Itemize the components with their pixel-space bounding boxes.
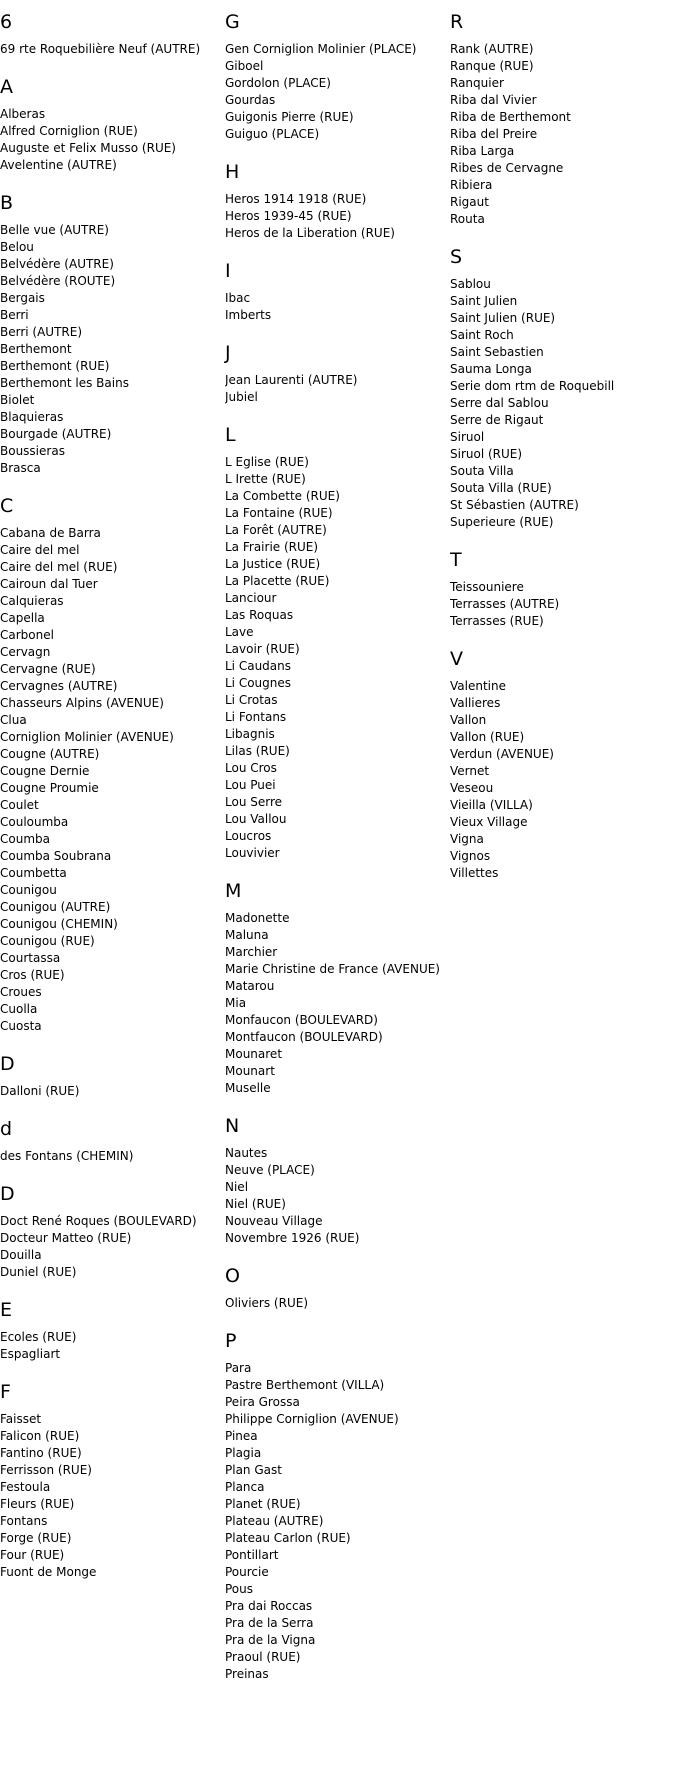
street-item: Valentine bbox=[450, 679, 506, 693]
letter-heading: S bbox=[450, 246, 463, 268]
street-item: Souta Villa (RUE) bbox=[450, 481, 552, 495]
street-item: Vallon bbox=[450, 713, 487, 727]
street-item: Belvédère (ROUTE) bbox=[0, 274, 116, 288]
index-column-3 bbox=[450, 0, 675, 900]
street-item: Plateau Carlon (RUE) bbox=[225, 1531, 351, 1545]
street-item: des Fontans (CHEMIN) bbox=[0, 1149, 134, 1163]
street-list bbox=[225, 372, 447, 406]
street-item: Libagnis bbox=[225, 727, 275, 741]
street-item: Pourcie bbox=[225, 1565, 269, 1579]
letter-section bbox=[225, 1115, 447, 1247]
street-item: Belou bbox=[0, 240, 34, 254]
letter-heading: H bbox=[225, 161, 240, 183]
street-item: Ranque (RUE) bbox=[450, 59, 534, 73]
letter-heading: A bbox=[0, 76, 13, 98]
letter-heading: J bbox=[225, 342, 231, 364]
street-item: Riba de Berthemont bbox=[450, 110, 571, 124]
street-item: Villettes bbox=[450, 866, 499, 880]
street-item: Li Cougnes bbox=[225, 676, 292, 690]
street-item: Novembre 1926 (RUE) bbox=[225, 1231, 360, 1245]
letter-heading: G bbox=[225, 11, 240, 33]
letter-section bbox=[0, 1381, 222, 1581]
street-item: Cros (RUE) bbox=[0, 968, 65, 982]
letter-heading: N bbox=[225, 1115, 240, 1137]
street-item: Ranquier bbox=[450, 76, 504, 90]
street-item: Fleurs (RUE) bbox=[0, 1497, 75, 1511]
street-item: Pontillart bbox=[225, 1548, 279, 1562]
street-item: Douilla bbox=[0, 1248, 42, 1262]
street-item: Alberas bbox=[0, 107, 46, 121]
street-item: Festoula bbox=[0, 1480, 51, 1494]
street-item: Plateau (AUTRE) bbox=[225, 1514, 324, 1528]
street-item: Fuont de Monge bbox=[0, 1565, 97, 1579]
street-item: Niel bbox=[225, 1180, 249, 1194]
street-list bbox=[0, 1083, 222, 1100]
index-column-2 bbox=[225, 0, 447, 1701]
street-item: Cervagn bbox=[0, 645, 51, 659]
street-item: Riba Larga bbox=[450, 144, 515, 158]
street-item: Li Caudans bbox=[225, 659, 291, 673]
street-item: Vigna bbox=[450, 832, 484, 846]
street-item: Lou Puei bbox=[225, 778, 276, 792]
street-item: Brasca bbox=[0, 461, 41, 475]
street-item: Veseou bbox=[450, 781, 494, 795]
street-item: Pinea bbox=[225, 1429, 258, 1443]
street-list bbox=[225, 454, 447, 862]
street-item: Cougne Dernie bbox=[0, 764, 90, 778]
street-item: Vieux Village bbox=[450, 815, 528, 829]
street-item: Dalloni (RUE) bbox=[0, 1084, 80, 1098]
street-item: Plagia bbox=[225, 1446, 262, 1460]
street-item: Berthemont (RUE) bbox=[0, 359, 110, 373]
street-item: Calquieras bbox=[0, 594, 64, 608]
street-list bbox=[0, 1329, 222, 1363]
street-item: Peira Grossa bbox=[225, 1395, 300, 1409]
street-item: Alfred Corniglion (RUE) bbox=[0, 124, 138, 138]
street-item: Berthemont les Bains bbox=[0, 376, 129, 390]
street-item: Duniel (RUE) bbox=[0, 1265, 77, 1279]
street-item: Plan Gast bbox=[225, 1463, 282, 1477]
street-item: Caire del mel (RUE) bbox=[0, 560, 118, 574]
street-item: Philippe Corniglion (AVENUE) bbox=[225, 1412, 399, 1426]
street-item: Li Fontans bbox=[225, 710, 287, 724]
street-item: Vignos bbox=[450, 849, 491, 863]
street-item: Counigou (AUTRE) bbox=[0, 900, 111, 914]
street-item: Biolet bbox=[0, 393, 35, 407]
street-item: Cairoun dal Tuer bbox=[0, 577, 98, 591]
street-item: Cabana de Barra bbox=[0, 526, 101, 540]
street-item: Riba dal Vivier bbox=[450, 93, 537, 107]
street-list bbox=[225, 1360, 447, 1683]
letter-heading: d bbox=[0, 1118, 13, 1140]
street-item: Belle vue (AUTRE) bbox=[0, 223, 109, 237]
street-item: Verdun (AVENUE) bbox=[450, 747, 554, 761]
letter-section bbox=[0, 11, 222, 58]
street-item: Nouveau Village bbox=[225, 1214, 323, 1228]
street-item: Cougne (AUTRE) bbox=[0, 747, 100, 761]
letter-section bbox=[225, 260, 447, 324]
letter-heading: O bbox=[225, 1265, 240, 1287]
letter-section bbox=[225, 424, 447, 862]
street-item: Blaquieras bbox=[0, 410, 64, 424]
street-item: Mia bbox=[225, 996, 247, 1010]
street-item: Gen Corniglion Molinier (PLACE) bbox=[225, 42, 417, 56]
letter-section bbox=[225, 161, 447, 242]
street-item: Coulet bbox=[0, 798, 39, 812]
street-item: Lave bbox=[225, 625, 254, 639]
street-item: Lanciour bbox=[225, 591, 277, 605]
letter-section bbox=[450, 549, 675, 630]
letter-section bbox=[0, 76, 222, 174]
letter-section bbox=[0, 1183, 222, 1281]
letter-section bbox=[225, 1265, 447, 1312]
street-list bbox=[0, 1213, 222, 1281]
letter-section bbox=[450, 648, 675, 882]
street-list bbox=[0, 525, 222, 1035]
letter-heading: 6 bbox=[0, 11, 13, 33]
street-item: Fontans bbox=[0, 1514, 48, 1528]
letter-heading: I bbox=[225, 260, 231, 282]
street-item: Auguste et Felix Musso (RUE) bbox=[0, 141, 176, 155]
street-list bbox=[0, 106, 222, 174]
street-item: Four (RUE) bbox=[0, 1548, 65, 1562]
street-item: Heros 1939-45 (RUE) bbox=[225, 209, 352, 223]
street-item: Saint Julien bbox=[450, 294, 518, 308]
street-item: Imberts bbox=[225, 308, 272, 322]
letter-section bbox=[0, 1053, 222, 1100]
street-item: Montfaucon (BOULEVARD) bbox=[225, 1030, 383, 1044]
street-item: Falicon (RUE) bbox=[0, 1429, 80, 1443]
street-item: L Eglise (RUE) bbox=[225, 455, 309, 469]
street-item: Siruol bbox=[450, 430, 485, 444]
letter-section bbox=[450, 11, 675, 228]
street-item: Heros de la Liberation (RUE) bbox=[225, 226, 395, 240]
street-list bbox=[225, 910, 447, 1097]
street-item: Gourdas bbox=[225, 93, 276, 107]
street-item: Cougne Proumie bbox=[0, 781, 99, 795]
street-item: Avelentine (AUTRE) bbox=[0, 158, 117, 172]
street-item: La Justice (RUE) bbox=[225, 557, 321, 571]
street-item: Ferrisson (RUE) bbox=[0, 1463, 92, 1477]
street-item: Vallon (RUE) bbox=[450, 730, 525, 744]
street-item: Caire del mel bbox=[0, 543, 80, 557]
street-item: Monfaucon (BOULEVARD) bbox=[225, 1013, 378, 1027]
street-list bbox=[225, 1295, 447, 1312]
index-column-1 bbox=[0, 0, 222, 1599]
letter-section bbox=[225, 11, 447, 143]
street-item: Superieure (RUE) bbox=[450, 515, 554, 529]
street-item: 69 rte Roquebilière Neuf (AUTRE) bbox=[0, 42, 201, 56]
street-item: Las Roquas bbox=[225, 608, 294, 622]
street-item: Corniglion Molinier (AVENUE) bbox=[0, 730, 174, 744]
letter-heading: C bbox=[0, 495, 14, 517]
street-item: Cervagne (RUE) bbox=[0, 662, 96, 676]
street-item: Espagliart bbox=[0, 1347, 61, 1361]
street-item: Jubiel bbox=[225, 390, 258, 404]
street-item: Madonette bbox=[225, 911, 290, 925]
street-item: Bergais bbox=[0, 291, 45, 305]
street-item: La Frairie (RUE) bbox=[225, 540, 319, 554]
street-list bbox=[450, 579, 675, 630]
street-list bbox=[0, 1411, 222, 1581]
street-item: Rigaut bbox=[450, 195, 489, 209]
street-item: Louvivier bbox=[225, 846, 280, 860]
street-list bbox=[450, 678, 675, 882]
street-list bbox=[225, 1145, 447, 1247]
street-item: Faisset bbox=[0, 1412, 42, 1426]
street-list bbox=[0, 1148, 222, 1165]
street-item: La Combette (RUE) bbox=[225, 489, 340, 503]
street-item: Berthemont bbox=[0, 342, 72, 356]
street-item: Lou Serre bbox=[225, 795, 283, 809]
letter-heading: L bbox=[225, 424, 236, 446]
street-item: Niel (RUE) bbox=[225, 1197, 286, 1211]
street-item: Lou Vallou bbox=[225, 812, 287, 826]
street-item: Neuve (PLACE) bbox=[225, 1163, 315, 1177]
street-item: Heros 1914 1918 (RUE) bbox=[225, 192, 367, 206]
street-item: Li Crotas bbox=[225, 693, 278, 707]
letter-section bbox=[225, 1330, 447, 1683]
street-item: Belvédère (AUTRE) bbox=[0, 257, 114, 271]
street-item: Marie Christine de France (AVENUE) bbox=[225, 962, 440, 976]
street-item: Doct René Roques (BOULEVARD) bbox=[0, 1214, 197, 1228]
street-item: Guiguo (PLACE) bbox=[225, 127, 320, 141]
letter-heading: F bbox=[0, 1381, 11, 1403]
street-item: Chasseurs Alpins (AVENUE) bbox=[0, 696, 164, 710]
street-item: La Placette (RUE) bbox=[225, 574, 330, 588]
street-item: Boussieras bbox=[0, 444, 65, 458]
street-item: Marchier bbox=[225, 945, 278, 959]
letter-section bbox=[0, 192, 222, 477]
street-item: Giboel bbox=[225, 59, 264, 73]
street-item: Capella bbox=[0, 611, 45, 625]
street-item: Rank (AUTRE) bbox=[450, 42, 534, 56]
street-item: Terrasses (RUE) bbox=[450, 614, 544, 628]
street-item: Fantino (RUE) bbox=[0, 1446, 82, 1460]
street-item: Pra de la Vigna bbox=[225, 1633, 316, 1647]
street-item: Croues bbox=[0, 985, 42, 999]
street-item: Coumba bbox=[0, 832, 50, 846]
street-item: Saint Sebastien bbox=[450, 345, 544, 359]
street-item: Ribes de Cervagne bbox=[450, 161, 564, 175]
street-item: L Irette (RUE) bbox=[225, 472, 306, 486]
street-item: Routa bbox=[450, 212, 485, 226]
street-item: Pra dai Roccas bbox=[225, 1599, 313, 1613]
street-item: Saint Julien (RUE) bbox=[450, 311, 556, 325]
street-item: Couloumba bbox=[0, 815, 69, 829]
street-item: Vallieres bbox=[450, 696, 501, 710]
street-item: Gordolon (PLACE) bbox=[225, 76, 331, 90]
street-item: Serre dal Sablou bbox=[450, 396, 549, 410]
street-item: Lavoir (RUE) bbox=[225, 642, 300, 656]
street-item: Matarou bbox=[225, 979, 275, 993]
street-item: Teissouniere bbox=[450, 580, 524, 594]
street-item: Maluna bbox=[225, 928, 269, 942]
letter-heading: E bbox=[0, 1299, 13, 1321]
street-item: Souta Villa bbox=[450, 464, 514, 478]
street-item: Carbonel bbox=[0, 628, 54, 642]
street-item: Sablou bbox=[450, 277, 491, 291]
street-item: Terrasses (AUTRE) bbox=[450, 597, 560, 611]
street-item: Ribiera bbox=[450, 178, 493, 192]
street-item: Guigonis Pierre (RUE) bbox=[225, 110, 354, 124]
letter-section bbox=[0, 1118, 222, 1165]
street-item: Sauma Longa bbox=[450, 362, 532, 376]
letter-heading: V bbox=[450, 648, 463, 670]
street-list bbox=[450, 41, 675, 228]
street-item: Preinas bbox=[225, 1667, 269, 1681]
street-item: Clua bbox=[0, 713, 27, 727]
street-item: Nautes bbox=[225, 1146, 268, 1160]
street-list bbox=[225, 191, 447, 242]
street-list bbox=[0, 41, 222, 58]
street-item: Pastre Berthemont (VILLA) bbox=[225, 1378, 385, 1392]
letter-heading: D bbox=[0, 1183, 15, 1205]
street-item: Oliviers (RUE) bbox=[225, 1296, 308, 1310]
street-list bbox=[225, 41, 447, 143]
street-item: Counigou (RUE) bbox=[0, 934, 95, 948]
street-item: Jean Laurenti (AUTRE) bbox=[225, 373, 358, 387]
letter-heading: M bbox=[225, 880, 242, 902]
street-item: Counigou (CHEMIN) bbox=[0, 917, 118, 931]
letter-heading: D bbox=[0, 1053, 15, 1075]
street-item: Riba del Preire bbox=[450, 127, 538, 141]
street-item: Ecoles (RUE) bbox=[0, 1330, 77, 1344]
street-item: Cervagnes (AUTRE) bbox=[0, 679, 118, 693]
street-item: La Fontaine (RUE) bbox=[225, 506, 333, 520]
street-item: Muselle bbox=[225, 1081, 271, 1095]
street-item: Praoul (RUE) bbox=[225, 1650, 301, 1664]
street-item: Planet (RUE) bbox=[225, 1497, 301, 1511]
street-item: Lou Cros bbox=[225, 761, 277, 775]
letter-section bbox=[225, 880, 447, 1097]
letter-section bbox=[225, 342, 447, 406]
letter-heading: T bbox=[450, 549, 462, 571]
street-item: Berri (AUTRE) bbox=[0, 325, 83, 339]
street-item: Docteur Matteo (RUE) bbox=[0, 1231, 132, 1245]
letter-section bbox=[450, 246, 675, 531]
street-item: Courtassa bbox=[0, 951, 61, 965]
letter-heading: B bbox=[0, 192, 14, 214]
street-item: Mounart bbox=[225, 1064, 275, 1078]
street-item: Vernet bbox=[450, 764, 490, 778]
street-item: Lilas (RUE) bbox=[225, 744, 290, 758]
street-item: Planca bbox=[225, 1480, 265, 1494]
letter-section bbox=[0, 1299, 222, 1363]
street-item: Pra de la Serra bbox=[225, 1616, 314, 1630]
street-item: Saint Roch bbox=[450, 328, 514, 342]
street-item: Ibac bbox=[225, 291, 251, 305]
street-item: Counigou bbox=[0, 883, 57, 897]
street-item: Para bbox=[225, 1361, 252, 1375]
street-item: St Sébastien (AUTRE) bbox=[450, 498, 579, 512]
street-item: Cuosta bbox=[0, 1019, 42, 1033]
street-item: Siruol (RUE) bbox=[450, 447, 523, 461]
letter-heading: P bbox=[225, 1330, 237, 1352]
street-item: Coumbetta bbox=[0, 866, 67, 880]
street-item: Cuolla bbox=[0, 1002, 38, 1016]
street-item: Bourgade (AUTRE) bbox=[0, 427, 112, 441]
street-item: Coumba Soubrana bbox=[0, 849, 112, 863]
letter-section bbox=[0, 495, 222, 1035]
street-item: Vieilla (VILLA) bbox=[450, 798, 533, 812]
street-item: Mounaret bbox=[225, 1047, 283, 1061]
street-item: Forge (RUE) bbox=[0, 1531, 72, 1545]
street-item: La Forêt (AUTRE) bbox=[225, 523, 327, 537]
street-item: Loucros bbox=[225, 829, 272, 843]
street-list bbox=[0, 222, 222, 477]
street-item: Pous bbox=[225, 1582, 254, 1596]
street-list bbox=[450, 276, 675, 531]
street-item: Berri bbox=[0, 308, 29, 322]
street-item: Serre de Rigaut bbox=[450, 413, 544, 427]
letter-heading: R bbox=[450, 11, 464, 33]
street-item: Serie dom rtm de Roquebill bbox=[450, 379, 615, 393]
street-list bbox=[225, 290, 447, 324]
